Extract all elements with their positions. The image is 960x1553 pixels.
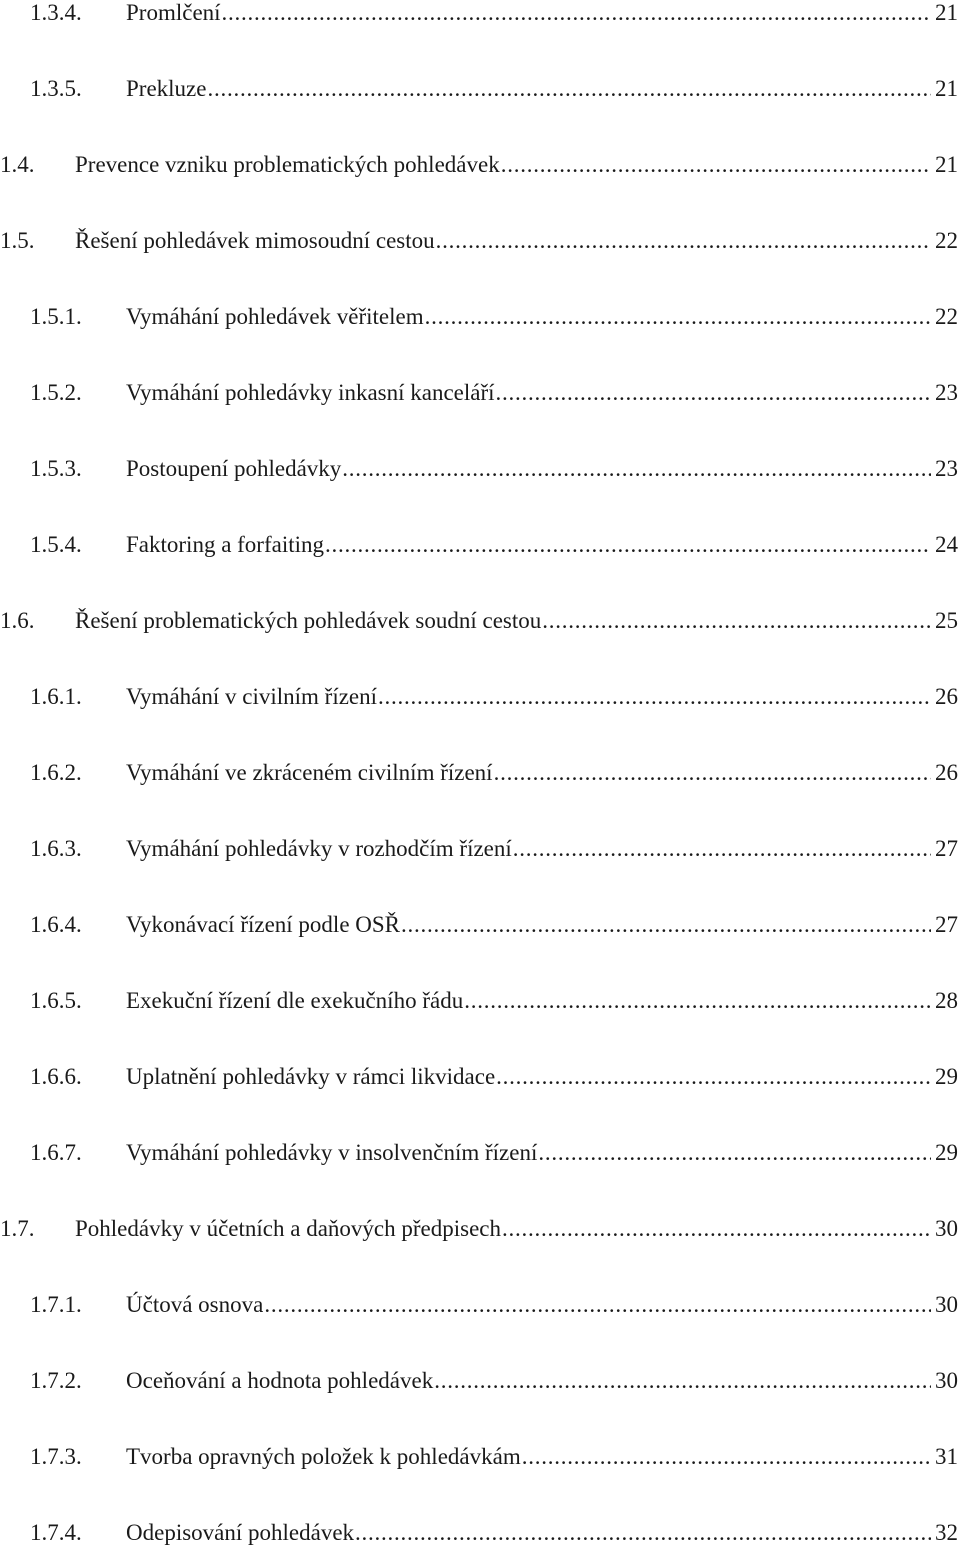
toc-leader-dots — [436, 221, 931, 261]
toc-entry-page: 25 — [935, 608, 958, 633]
toc-entry-number: 1.7.3. — [30, 1444, 82, 1469]
toc-entry-number: 1.6. — [0, 608, 35, 633]
toc-leader-dots — [342, 449, 931, 489]
toc-entry[interactable] — [0, 677, 958, 717]
toc-leader-dots — [513, 829, 931, 869]
toc-entry-page: 27 — [935, 836, 958, 861]
toc-entry-number: 1.6.6. — [30, 1064, 82, 1089]
toc-entry-title: Pohledávky v účetních a daňových předpisech — [75, 1216, 502, 1241]
toc-entry-page: 21 — [935, 76, 958, 101]
toc-entry-title: Vymáhání ve zkráceném civilním řízení — [126, 760, 493, 785]
toc-entry[interactable] — [0, 145, 958, 185]
toc-leader-dots — [425, 297, 931, 337]
toc-entry[interactable] — [0, 1437, 958, 1477]
toc-leader-dots — [378, 677, 931, 717]
toc-entry-number: 1.6.3. — [30, 836, 82, 861]
toc-leader-dots — [501, 145, 931, 185]
toc-leader-dots — [355, 1513, 931, 1553]
toc-entry-number: 1.7.4. — [30, 1520, 82, 1545]
toc-entry-number: 1.3.5. — [30, 76, 82, 101]
toc-entry[interactable] — [0, 373, 958, 413]
toc-leader-dots — [502, 1209, 931, 1249]
toc-entry[interactable] — [0, 1133, 958, 1173]
toc-leader-dots — [496, 1057, 931, 1097]
toc-leader-dots — [325, 525, 931, 565]
toc-entry[interactable] — [0, 221, 958, 261]
toc-entry[interactable] — [0, 525, 958, 565]
toc-entry-title: Promlčení — [126, 0, 221, 25]
toc-entry-title: Vymáhání v civilním řízení — [126, 684, 378, 709]
toc-leader-dots — [496, 373, 931, 413]
toc-entry[interactable] — [0, 1513, 958, 1553]
toc-entry[interactable] — [0, 829, 958, 869]
toc-entry-title: Vymáhání pohledávky v rozhodčím řízení — [126, 836, 512, 861]
toc-entry-number: 1.7.2. — [30, 1368, 82, 1393]
toc-entry-title: Řešení pohledávek mimosoudní cestou — [75, 228, 435, 253]
toc-entry-number: 1.6.4. — [30, 912, 82, 937]
toc-entry-number: 1.5. — [0, 228, 35, 253]
toc-entry-page: 21 — [935, 152, 958, 177]
toc-leader-dots — [538, 1133, 931, 1173]
toc-entry-title: Vymáhání pohledávky inkasní kanceláří — [126, 380, 495, 405]
toc-entry-title: Účtová osnova — [126, 1292, 264, 1317]
toc-entry-number: 1.6.1. — [30, 684, 82, 709]
toc-entry[interactable] — [0, 601, 958, 641]
toc-entry[interactable] — [0, 981, 958, 1021]
toc-entry[interactable] — [0, 1209, 958, 1249]
toc-entry-title: Vykonávací řízení podle OSŘ — [126, 912, 401, 937]
toc-leader-dots — [494, 753, 931, 793]
toc-entry-title: Tvorba opravných položek k pohledávkám — [126, 1444, 521, 1469]
toc-entry-title: Oceňování a hodnota pohledávek — [126, 1368, 434, 1393]
toc-entry-number: 1.3.4. — [30, 0, 82, 25]
toc-entry-number: 1.7. — [0, 1216, 35, 1241]
toc-entry-title: Vymáhání pohledávky v insolvenčním řízení — [126, 1140, 538, 1165]
toc-leader-dots — [401, 905, 931, 945]
toc-leader-dots — [522, 1437, 931, 1477]
toc-entry-title: Prekluze — [126, 76, 207, 101]
toc-entry-title: Odepisování pohledávek — [126, 1520, 355, 1545]
toc-entry-number: 1.6.7. — [30, 1140, 82, 1165]
toc-entry-page: 28 — [935, 988, 958, 1013]
toc-entry-number: 1.5.3. — [30, 456, 82, 481]
toc-entry-page: 29 — [935, 1064, 958, 1089]
toc-entry[interactable] — [0, 1057, 958, 1097]
toc-entry-number: 1.7.1. — [30, 1292, 82, 1317]
toc-entry-page: 31 — [935, 1444, 958, 1469]
toc-entry-page: 22 — [935, 304, 958, 329]
toc-leader-dots — [264, 1285, 931, 1325]
toc-entry-title: Vymáhání pohledávek věřitelem — [126, 304, 424, 329]
toc-entry-page: 24 — [935, 532, 958, 557]
toc-entry-page: 30 — [935, 1368, 958, 1393]
toc-entry-page: 21 — [935, 0, 958, 25]
toc-leader-dots — [464, 981, 931, 1021]
toc-entry-number: 1.6.2. — [30, 760, 82, 785]
toc-entry-page: 30 — [935, 1216, 958, 1241]
toc-entry-title: Postoupení pohledávky — [126, 456, 342, 481]
toc-entry[interactable] — [0, 297, 958, 337]
toc-entry-page: 30 — [935, 1292, 958, 1317]
toc-entry-title: Prevence vzniku problematických pohledávek — [75, 152, 500, 177]
toc-entry-title: Exekuční řízení dle exekučního řádu — [126, 988, 464, 1013]
toc-entry[interactable] — [0, 0, 958, 33]
toc-entry-number: 1.5.1. — [30, 304, 82, 329]
toc-entry[interactable] — [0, 1361, 958, 1401]
toc-entry[interactable] — [0, 753, 958, 793]
toc-entry-number: 1.5.4. — [30, 532, 82, 557]
toc-entry-number: 1.4. — [0, 152, 35, 177]
toc-entry[interactable] — [0, 449, 958, 489]
toc-entry-page: 22 — [935, 228, 958, 253]
toc-leader-dots — [434, 1361, 931, 1401]
toc-entry-title: Uplatnění pohledávky v rámci likvidace — [126, 1064, 496, 1089]
toc-entry[interactable] — [0, 1285, 958, 1325]
toc-entry-page: 23 — [935, 380, 958, 405]
toc-entry-page: 29 — [935, 1140, 958, 1165]
toc-leader-dots — [222, 0, 931, 33]
toc-entry-page: 26 — [935, 760, 958, 785]
toc-entry-page: 32 — [935, 1520, 958, 1545]
toc-leader-dots — [207, 69, 931, 109]
toc-leader-dots — [542, 601, 931, 641]
toc-entry-number: 1.6.5. — [30, 988, 82, 1013]
toc-entry-title: Faktoring a forfaiting — [126, 532, 325, 557]
toc-entry[interactable] — [0, 69, 958, 109]
toc-entry-page: 27 — [935, 912, 958, 937]
toc-entry[interactable] — [0, 905, 958, 945]
toc-entry-number: 1.5.2. — [30, 380, 82, 405]
toc-entry-page: 23 — [935, 456, 958, 481]
toc-entry-title: Řešení problematických pohledávek soudní cestou — [75, 608, 542, 633]
toc-entry-page: 26 — [935, 684, 958, 709]
